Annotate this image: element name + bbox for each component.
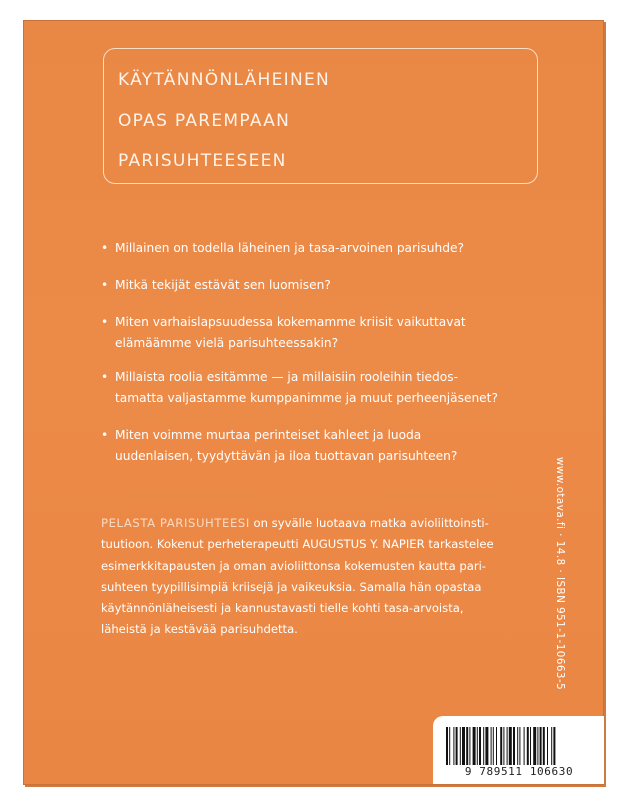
question-item: • Millainen on todella läheinen ja tasa-arvoinen parisuhde? [100, 238, 540, 259]
title-line-1: KÄYTÄNNÖNLÄHEINEN [118, 70, 331, 90]
book-description [101, 513, 533, 641]
question-item: • Miten varhaislapsuudessa kokemamme kriisit vaikuttavat elämäämme vielä parisuhteessakin? [100, 312, 540, 354]
description-body: on syvälle luotaava matka avioliittoinsti- tuutioon. Kokenut perheterapeutti AUGUSTUS Y. NAPIER tarkastelee esimerkkitapausten ja oman avioliittonsa kokemusten kautta pari- suhteen tyypillisimpiä kriisejä ja vaikeuksia. Samalla hän opastaa käytännönläheisesti ja kannustavasti tielle kohti tasa-arvoista, läheistä ja kestävää parisuhdetta. [101, 516, 494, 637]
publisher-isbn-text: www.otava.fi · 14.8 · ISBN 951-1-10663-5 [554, 457, 566, 691]
book-title-lead: PELASTA PARISUHTEESI [101, 516, 250, 530]
question-item: • Mitkä tekijät estävät sen luomisen? [100, 275, 540, 296]
barcode-icon [446, 727, 592, 765]
question-item: • Millaista roolia esitämme — ja millaisiin rooleihin tiedos- tamatta valjastamme kumppanimme ja muut perheenjäsenet? [100, 367, 540, 409]
title-line-3: PARISUHTEESEEN [118, 151, 287, 171]
title-line-2: OPAS PAREMPAAN [118, 111, 291, 131]
barcode-number: 9 789511 106630 [464, 765, 574, 778]
question-item: • Miten voimme murtaa perinteiset kahleet ja luoda uudenlaisen, tyydyttävän ja iloa tuottavan parisuhteen? [100, 425, 540, 467]
barcode-label [433, 716, 604, 784]
question-list [100, 238, 540, 484]
